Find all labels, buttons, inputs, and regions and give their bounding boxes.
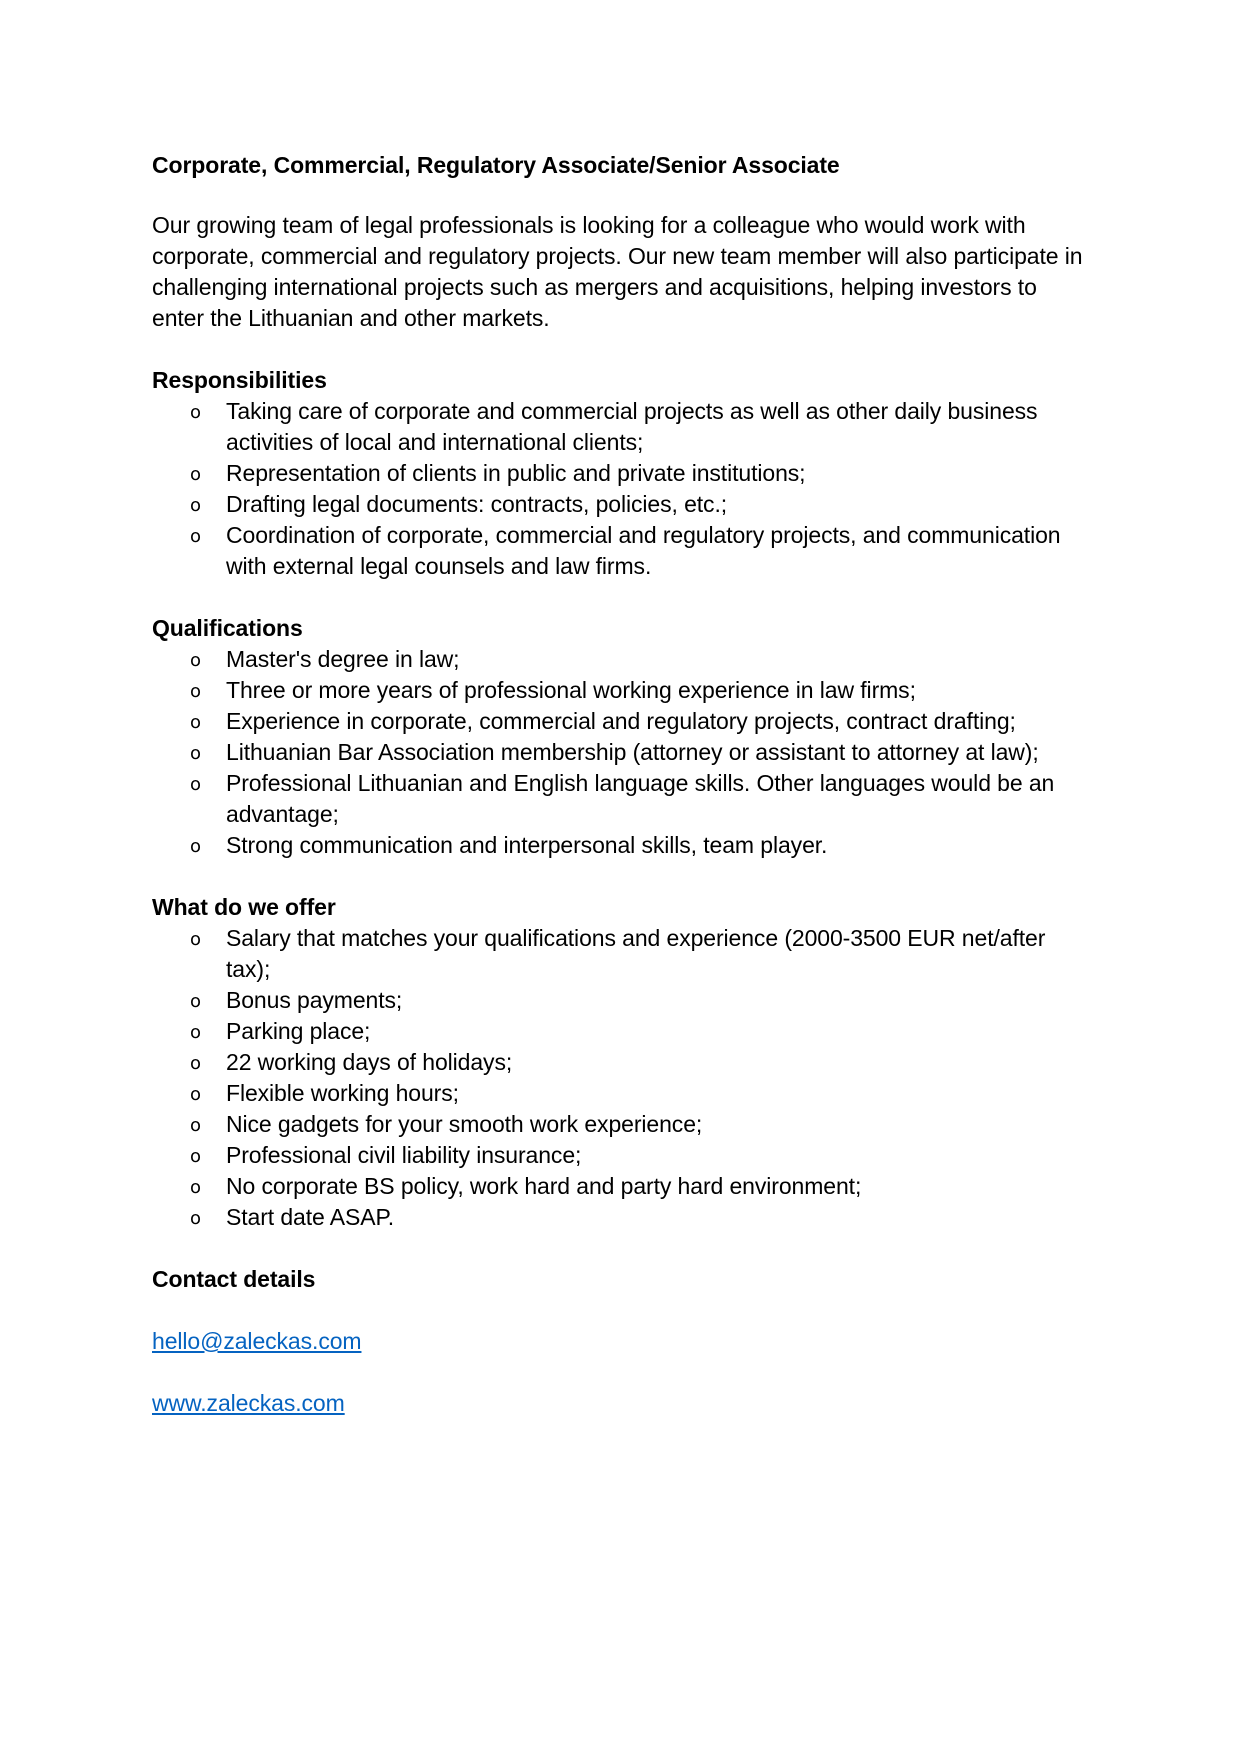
contact-heading: Contact details bbox=[152, 1266, 316, 1292]
bullet-icon: o bbox=[190, 991, 201, 1012]
list-item bbox=[152, 985, 1092, 1016]
intro-paragraph: Our growing team of legal professionals is looking for a colleague who would work with corporate, commercial and regulatory projects. Our new team member will also participate in challenging international projects such as mergers and acquisitions, helping investors to enter the Lithuanian and other markets. bbox=[152, 212, 1083, 331]
list-item-text: Representation of clients in public and private institutions; bbox=[226, 460, 806, 486]
email-link-row bbox=[152, 1326, 1092, 1388]
bullet-icon: o bbox=[190, 1115, 201, 1136]
list-item bbox=[152, 1202, 1092, 1233]
list-item-text: Professional civil liability insurance; bbox=[226, 1142, 582, 1168]
list-item-text: Three or more years of professional working experience in law firms; bbox=[226, 677, 916, 703]
list-item bbox=[152, 1047, 1092, 1078]
list-item bbox=[152, 1078, 1092, 1109]
bullet-icon: o bbox=[190, 712, 201, 733]
list-item-text: Start date ASAP. bbox=[226, 1204, 395, 1230]
list-item-text: Flexible working hours; bbox=[226, 1080, 459, 1106]
bullet-icon: o bbox=[190, 1084, 201, 1105]
document-body bbox=[152, 150, 1092, 1450]
email-link[interactable]: hello@zaleckas.com bbox=[152, 1328, 362, 1354]
qualifications-list bbox=[152, 644, 1092, 861]
bullet-icon: o bbox=[190, 743, 201, 764]
list-item bbox=[152, 489, 1092, 520]
website-link[interactable]: www.zaleckas.com bbox=[152, 1390, 345, 1416]
list-item bbox=[152, 768, 1092, 830]
list-item bbox=[152, 1171, 1092, 1202]
list-item bbox=[152, 1109, 1092, 1140]
website-link-row bbox=[152, 1388, 1092, 1450]
list-item bbox=[152, 1140, 1092, 1171]
list-item-text: Nice gadgets for your smooth work experience; bbox=[226, 1111, 703, 1137]
bullet-icon: o bbox=[190, 681, 201, 702]
bullet-icon: o bbox=[190, 1022, 201, 1043]
list-item bbox=[152, 1016, 1092, 1047]
bullet-icon: o bbox=[190, 929, 201, 950]
list-item-text: Drafting legal documents: contracts, policies, etc.; bbox=[226, 491, 728, 517]
list-item-text: Professional Lithuanian and English language skills. Other languages would be an advantage; bbox=[226, 770, 1055, 827]
list-item-text: Parking place; bbox=[226, 1018, 371, 1044]
bullet-icon: o bbox=[190, 1177, 201, 1198]
list-item-text: Salary that matches your qualifications and experience (2000-3500 EUR net/after tax); bbox=[226, 925, 1046, 982]
bullet-icon: o bbox=[190, 1146, 201, 1167]
responsibilities-heading: Responsibilities bbox=[152, 367, 327, 393]
bullet-icon: o bbox=[190, 464, 201, 485]
list-item bbox=[152, 737, 1092, 768]
list-item-text: Taking care of corporate and commercial projects as well as other daily business activities of local and international clients; bbox=[226, 398, 1038, 455]
offer-heading: What do we offer bbox=[152, 894, 336, 920]
bullet-icon: o bbox=[190, 1208, 201, 1229]
bullet-icon: o bbox=[190, 774, 201, 795]
list-item-text: 22 working days of holidays; bbox=[226, 1049, 513, 1075]
list-item-text: Coordination of corporate, commercial and regulatory projects, and communication with external legal counsels and law firms. bbox=[226, 522, 1061, 579]
bullet-icon: o bbox=[190, 495, 201, 516]
list-item-text: Master's degree in law; bbox=[226, 646, 460, 672]
bullet-icon: o bbox=[190, 526, 201, 547]
bullet-icon: o bbox=[190, 402, 201, 423]
bullet-icon: o bbox=[190, 1053, 201, 1074]
list-item bbox=[152, 675, 1092, 706]
qualifications-heading: Qualifications bbox=[152, 615, 303, 641]
list-item bbox=[152, 706, 1092, 737]
list-item-text: Bonus payments; bbox=[226, 987, 403, 1013]
list-item bbox=[152, 520, 1092, 582]
bullet-icon: o bbox=[190, 650, 201, 671]
list-item bbox=[152, 830, 1092, 861]
job-title: Corporate, Commercial, Regulatory Associate/Senior Associate bbox=[152, 152, 840, 178]
list-item bbox=[152, 923, 1092, 985]
list-item bbox=[152, 644, 1092, 675]
responsibilities-list bbox=[152, 396, 1092, 582]
list-item-text: No corporate BS policy, work hard and party hard environment; bbox=[226, 1173, 862, 1199]
offer-list bbox=[152, 923, 1092, 1233]
list-item-text: Strong communication and interpersonal skills, team player. bbox=[226, 832, 828, 858]
list-item-text: Experience in corporate, commercial and regulatory projects, contract drafting; bbox=[226, 708, 1016, 734]
list-item bbox=[152, 396, 1092, 458]
list-item bbox=[152, 458, 1092, 489]
bullet-icon: o bbox=[190, 836, 201, 857]
list-item-text: Lithuanian Bar Association membership (attorney or assistant to attorney at law); bbox=[226, 739, 1039, 765]
